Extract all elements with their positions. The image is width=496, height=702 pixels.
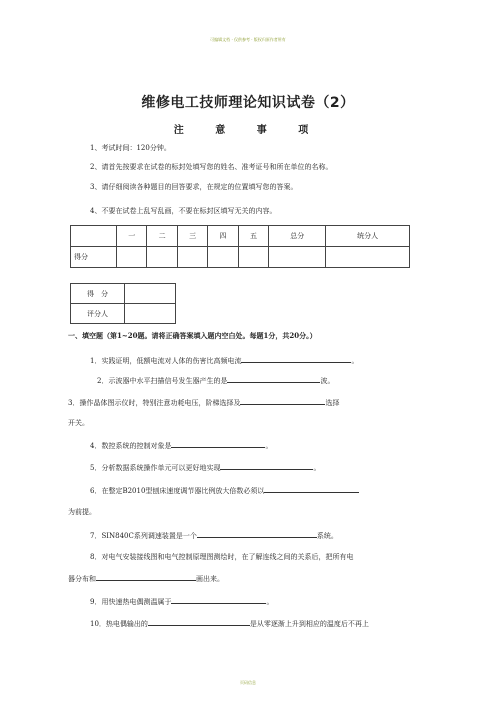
note-3: 3、请仔细阅读各种题目的回答要求，在规定的位置填写您的答案。 <box>90 183 298 191</box>
question-3-continued: 开关。 <box>68 419 89 427</box>
grader-score-label: 得 分 <box>71 284 125 304</box>
answer-blank-2[interactable] <box>227 375 320 383</box>
score-header-1: 一 <box>117 226 147 247</box>
question-9-text: 9．用快速热电偶测温属于 <box>90 598 172 606</box>
question-6 <box>90 485 359 496</box>
score-header-2: 二 <box>147 226 177 247</box>
question-10-text: 10．热电偶输出的 <box>90 620 148 628</box>
page-title: 维修电工技师理论知识试卷（2） <box>141 95 355 111</box>
answer-blank-3[interactable] <box>240 397 325 405</box>
grader-name-cell <box>125 304 176 324</box>
score-header-5: 五 <box>238 226 268 247</box>
score-header-total: 总分 <box>269 226 326 247</box>
score-cell <box>117 247 147 268</box>
note-4: 4、不要在试卷上乱写乱画，不要在标封区填写无关的内容。 <box>90 207 277 215</box>
answer-blank-6[interactable] <box>264 485 359 493</box>
note-2: 2、请首先按要求在试卷的标封处填写您的姓名、准考证号和所在单位的名称。 <box>90 163 333 171</box>
question-1-suffix: 。 <box>351 357 359 365</box>
answer-blank-5[interactable] <box>220 462 313 470</box>
section-1-heading: 一、填空题（第1~20题。请将正确答案填入题内空白处。每题1分，共20分。） <box>68 331 317 340</box>
score-cell <box>147 247 177 268</box>
score-cell <box>177 247 207 268</box>
question-7-text: 7．SIN840C系列调速装置是一个 <box>90 532 197 540</box>
question-8 <box>90 552 353 562</box>
question-7-suffix: 系统。 <box>316 532 338 540</box>
score-row-label: 得分 <box>71 247 117 268</box>
question-8-continued <box>68 573 224 584</box>
score-cell <box>208 247 238 268</box>
question-10-suffix: 是从零逐渐上升到相应的温度后不再上 <box>249 620 369 628</box>
question-6-continued: 为前提。 <box>68 508 96 516</box>
answer-blank-1[interactable] <box>241 355 351 363</box>
answer-blank-4[interactable] <box>171 440 265 448</box>
question-2-suffix: 波。 <box>320 377 335 385</box>
question-8-suffix: 画出来。 <box>196 575 224 583</box>
score-header-3: 三 <box>177 226 207 247</box>
question-4 <box>90 440 272 451</box>
score-header-4: 四 <box>208 226 238 247</box>
question-1 <box>90 355 358 366</box>
answer-blank-9[interactable] <box>171 596 266 604</box>
question-4-text: 4．数控系统的控制对象是 <box>90 442 172 450</box>
grader-score-cell <box>125 284 176 304</box>
page-header: 可编辑文档 · 仅供参考 · 版权归原作者所有 <box>210 37 286 42</box>
page-footer: 页码信息 <box>240 680 256 685</box>
score-cell <box>238 247 268 268</box>
note-1: 1、考试时间：120分钟。 <box>90 144 171 152</box>
score-table <box>70 225 410 268</box>
question-3-text: 3．操作晶体图示仪时，特别注意功耗电压，阶梯选择及 <box>68 399 241 407</box>
answer-blank-7[interactable] <box>197 530 317 538</box>
grader-name-label: 评分人 <box>71 304 125 324</box>
question-8-text-2: 器分布和 <box>68 575 96 583</box>
question-9-suffix: 。 <box>266 598 274 606</box>
answer-blank-10[interactable] <box>148 618 250 626</box>
question-6-text: 6．在整定B2010型刨床速度调节器比例放大倍数必须以 <box>90 487 265 495</box>
score-cell <box>326 247 410 268</box>
answer-blank-8[interactable] <box>96 573 196 581</box>
question-3-suffix: 选择 <box>325 399 340 407</box>
question-1-text: 1．实践证明，低额电流对人体的伤害比高频电流 <box>90 357 242 365</box>
question-5-suffix: 。 <box>313 464 321 472</box>
score-header-tally: 统分人 <box>326 226 410 247</box>
question-5-text: 5．分析数据系统操作单元可以更好地实现 <box>90 464 221 472</box>
question-7 <box>90 530 338 541</box>
score-header-blank <box>71 226 117 247</box>
question-2-text: 2．示波器中水平扫描信号发生器产生的是 <box>97 377 228 385</box>
question-8-text: 8．对电气安装接线图和电气控制原理图测绘时，在了解连线之间的关系后，把所有电 <box>90 553 354 561</box>
question-3 <box>68 397 339 408</box>
question-10 <box>90 618 369 629</box>
question-2 <box>97 375 334 386</box>
score-cell <box>269 247 326 268</box>
question-4-suffix: 。 <box>265 442 273 450</box>
question-5 <box>90 462 320 473</box>
grader-table <box>70 283 176 324</box>
notes-heading: 注 意 事 项 <box>173 125 323 136</box>
question-9 <box>90 596 273 607</box>
